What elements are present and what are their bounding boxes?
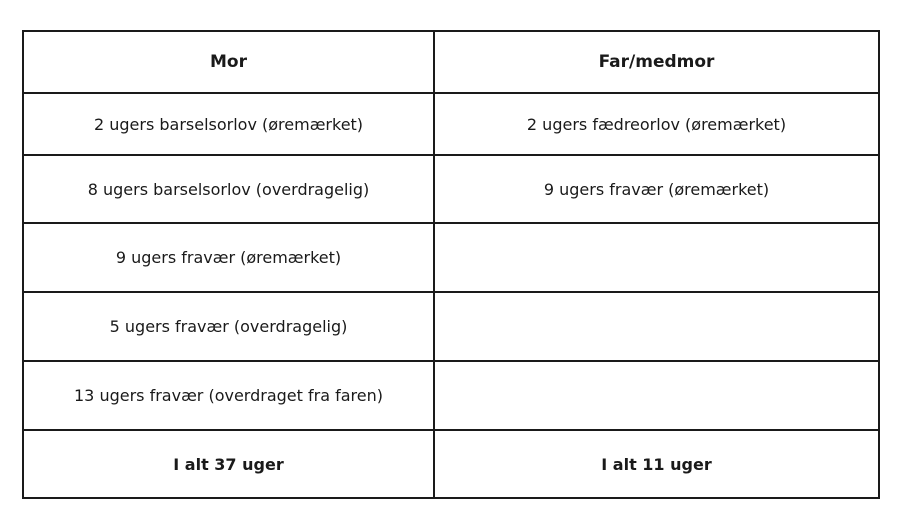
cell-far-medmor: 2 ugers fædreorlov (øremærket) bbox=[434, 93, 879, 155]
table-row bbox=[23, 361, 879, 430]
cell-mor: 8 ugers barselsorlov (overdragelig) bbox=[23, 155, 434, 223]
total-mor: I alt 37 uger bbox=[23, 430, 434, 498]
cell-far-medmor bbox=[434, 223, 879, 292]
total-far-medmor: I alt 11 uger bbox=[434, 430, 879, 498]
parental-leave-table bbox=[22, 30, 880, 499]
table-row bbox=[23, 292, 879, 361]
cell-far-medmor: 9 ugers fravær (øremærket) bbox=[434, 155, 879, 223]
cell-far-medmor bbox=[434, 292, 879, 361]
total-row bbox=[23, 430, 879, 498]
header-row bbox=[23, 31, 879, 93]
table-row bbox=[23, 223, 879, 292]
cell-mor: 9 ugers fravær (øremærket) bbox=[23, 223, 434, 292]
table-row bbox=[23, 155, 879, 223]
header-far-medmor: Far/medmor bbox=[434, 31, 879, 93]
cell-mor: 5 ugers fravær (overdragelig) bbox=[23, 292, 434, 361]
cell-mor: 13 ugers fravær (overdraget fra faren) bbox=[23, 361, 434, 430]
cell-far-medmor bbox=[434, 361, 879, 430]
cell-mor: 2 ugers barselsorlov (øremærket) bbox=[23, 93, 434, 155]
table-row bbox=[23, 93, 879, 155]
header-mor: Mor bbox=[23, 31, 434, 93]
